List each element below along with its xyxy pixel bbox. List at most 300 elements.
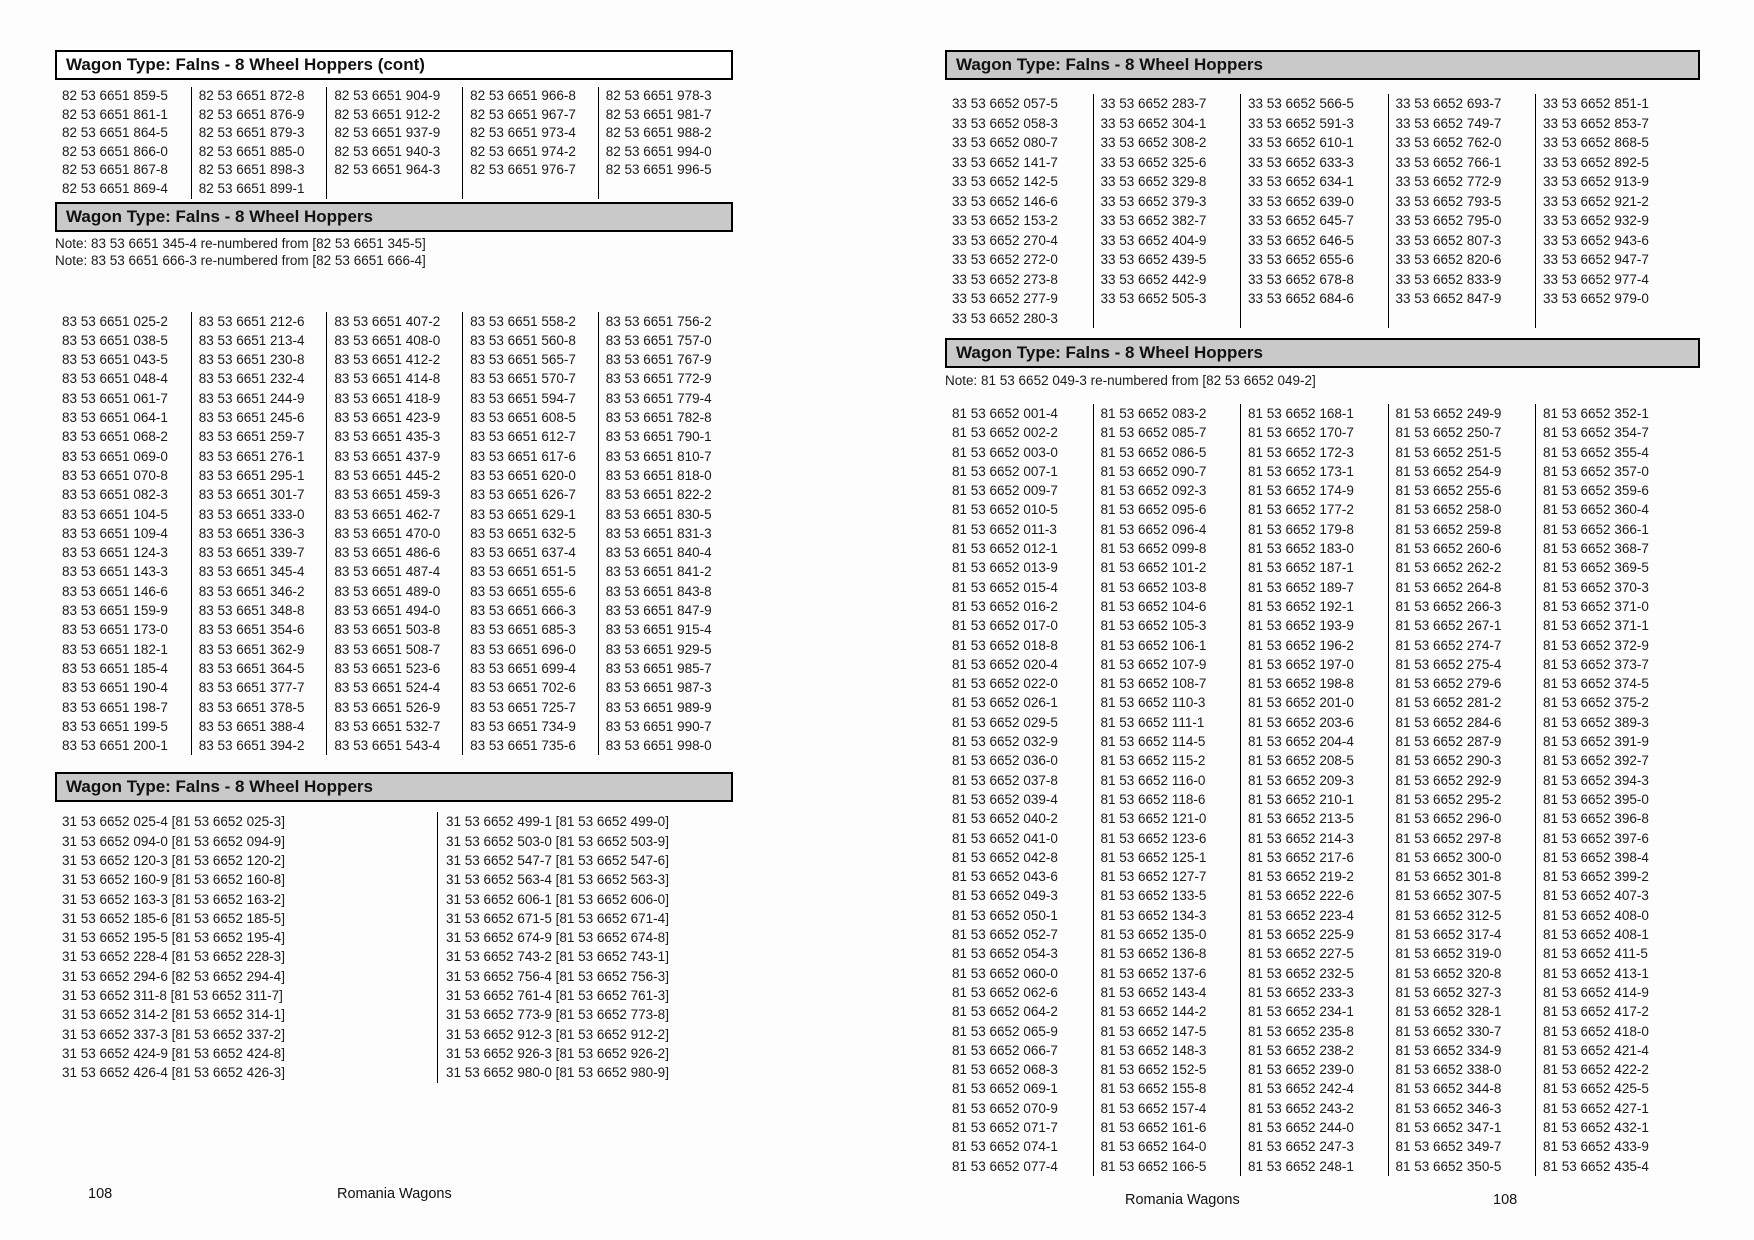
wagon-number: 81 53 6652 219-2	[1248, 869, 1354, 885]
wagon-number: 81 53 6652 115-2	[1100, 753, 1206, 769]
wagon-number: 81 53 6652 064-2	[952, 1004, 1058, 1020]
number-column	[326, 87, 462, 199]
wagon-number: 81 53 6652 114-5	[1100, 734, 1206, 750]
wagon-number: 81 53 6652 251-5	[1395, 444, 1502, 460]
wagon-number: 81 53 6652 136-8	[1100, 946, 1207, 962]
wagon-number: 82 53 6651 876-9	[198, 106, 305, 122]
wagon-number: 83 53 6651 336-3	[198, 525, 305, 541]
wagon-number: 33 53 6652 645-7	[1248, 213, 1354, 228]
wagon-number: 83 53 6651 437-9	[334, 448, 441, 464]
wagon-number: 31 53 6652 228-4 [81 53 6652 228-3]	[62, 949, 285, 965]
wagon-number: 81 53 6652 096-4	[1100, 521, 1207, 537]
wagon-number: 83 53 6651 699-4	[470, 660, 576, 676]
wagon-number: 81 53 6652 373-7	[1543, 656, 1649, 672]
wagon-number: 83 53 6651 790-1	[605, 429, 712, 445]
wagon-number: 83 53 6651 199-5	[62, 718, 168, 734]
number-column	[1388, 94, 1536, 328]
wagon-number: 81 53 6652 295-2	[1395, 791, 1502, 807]
wagon-number: 81 53 6652 267-1	[1395, 618, 1502, 634]
wagon-number: 81 53 6652 320-8	[1395, 965, 1502, 981]
wagon-number: 83 53 6651 782-8	[605, 410, 712, 426]
wagon-number: 82 53 6651 994-0	[605, 143, 712, 159]
section-header: Wagon Type: Falns - 8 Wheel Hoppers	[945, 338, 1700, 368]
wagon-number: 33 53 6652 793-5	[1395, 193, 1502, 209]
wagon-number: 81 53 6652 157-4	[1100, 1100, 1207, 1116]
wagon-number: 33 53 6652 853-7	[1543, 115, 1649, 131]
wagon-number: 33 53 6652 847-9	[1395, 291, 1502, 306]
wagon-number: 82 53 6651 964-3	[334, 162, 441, 178]
wagon-number: 81 53 6652 366-1	[1543, 521, 1649, 537]
wagon-number: 83 53 6651 526-9	[334, 699, 441, 715]
wagon-number: 81 53 6652 244-0	[1248, 1119, 1354, 1135]
wagon-number: 81 53 6652 425-5	[1543, 1081, 1649, 1097]
wagon-number: 81 53 6652 068-3	[952, 1062, 1058, 1078]
wagon-number: 33 53 6652 442-9	[1100, 271, 1207, 287]
wagon-number: 31 53 6652 160-9 [81 53 6652 160-8]	[62, 872, 285, 888]
wagon-number: 83 53 6651 418-9	[334, 390, 441, 406]
footer-title: Romania Wagons	[1125, 1192, 1240, 1208]
wagon-number: 81 53 6652 249-9	[1395, 406, 1502, 421]
wagon-number: 81 53 6652 002-2	[952, 425, 1058, 441]
wagon-number: 82 53 6651 904-9	[334, 88, 441, 103]
wagon-number: 83 53 6651 388-4	[198, 718, 305, 734]
wagon-number: 83 53 6651 348-8	[198, 603, 305, 619]
wagon-number: 81 53 6652 147-5	[1100, 1023, 1207, 1039]
wagon-number: 81 53 6652 144-2	[1100, 1004, 1207, 1020]
wagon-number: 81 53 6652 417-2	[1543, 1004, 1649, 1020]
wagon-number: 33 53 6652 892-5	[1543, 154, 1649, 170]
wagon-number: 33 53 6652 058-3	[952, 115, 1058, 131]
wagon-number: 81 53 6652 222-6	[1248, 888, 1354, 904]
wagon-number: 81 53 6652 111-1	[1100, 714, 1205, 730]
page-number: 108	[88, 1186, 113, 1202]
wagon-number: 83 53 6651 230-8	[198, 352, 305, 368]
wagon-number: 81 53 6652 074-1	[952, 1139, 1058, 1155]
section-header: Wagon Type: Falns - 8 Wheel Hoppers	[55, 772, 733, 802]
wagon-number: 81 53 6652 011-3	[952, 521, 1057, 537]
wagon-number: 82 53 6651 912-2	[334, 106, 441, 122]
wagon-number: 33 53 6652 610-1	[1248, 135, 1354, 150]
wagon-number: 81 53 6652 350-5	[1395, 1158, 1502, 1174]
wagon-number: 81 53 6652 066-7	[952, 1042, 1058, 1058]
wagon-number: 83 53 6651 143-3	[62, 564, 168, 580]
wagon-type-section	[55, 202, 877, 756]
wagon-number: 82 53 6651 966-8	[470, 88, 576, 103]
wagon-number: 81 53 6652 197-0	[1248, 656, 1354, 672]
wagon-number: 81 53 6652 164-0	[1100, 1139, 1207, 1155]
right-page	[877, 0, 1754, 1240]
wagon-number: 33 53 6652 762-0	[1395, 135, 1502, 150]
wagon-number: 33 53 6652 142-5	[952, 174, 1058, 189]
wagon-number: 81 53 6652 397-6	[1543, 830, 1649, 846]
wagon-number: 82 53 6651 899-1	[198, 180, 305, 196]
wagon-number: 83 53 6651 043-5	[62, 352, 168, 368]
wagon-number: 81 53 6652 408-1	[1543, 927, 1649, 943]
wagon-number: 81 53 6652 070-9	[952, 1100, 1058, 1116]
wagon-number: 81 53 6652 234-1	[1248, 1004, 1354, 1020]
wagon-number: 81 53 6652 152-5	[1100, 1062, 1207, 1078]
wagon-number: 81 53 6652 239-0	[1248, 1062, 1354, 1078]
wagon-number: 81 53 6652 408-0	[1543, 907, 1649, 923]
wagon-number: 81 53 6652 281-2	[1395, 695, 1502, 711]
wagon-number: 82 53 6651 864-5	[62, 125, 168, 141]
wagon-number: 83 53 6651 847-9	[605, 603, 712, 619]
wagon-number: 81 53 6652 127-7	[1100, 869, 1207, 885]
wagon-number: 31 53 6652 337-3 [81 53 6652 337-2]	[62, 1026, 285, 1042]
wagon-number: 81 53 6652 003-0	[952, 444, 1058, 460]
wagon-number: 83 53 6651 666-3	[470, 603, 576, 619]
wagon-number: 81 53 6652 250-7	[1395, 425, 1502, 441]
wagon-number: 81 53 6652 372-9	[1543, 637, 1649, 653]
wagon-number: 33 53 6652 943-6	[1543, 232, 1649, 248]
wagon-number: 31 53 6652 185-6 [81 53 6652 185-5]	[62, 910, 285, 926]
wagon-number: 83 53 6651 276-1	[198, 448, 305, 464]
wagon-number: 81 53 6652 248-1	[1248, 1158, 1354, 1174]
wagon-number: 81 53 6652 432-1	[1543, 1119, 1649, 1135]
wagon-number: 33 53 6652 693-7	[1395, 96, 1502, 111]
wagon-number: 81 53 6652 208-5	[1248, 753, 1354, 769]
wagon-number: 81 53 6652 179-8	[1248, 521, 1354, 537]
wagon-number: 81 53 6652 110-3	[1100, 695, 1206, 711]
wagon-number: 83 53 6651 734-9	[470, 718, 576, 734]
wagon-number: 81 53 6652 062-6	[952, 984, 1058, 1000]
wagon-number: 33 53 6652 591-3	[1248, 115, 1354, 131]
wagon-number: 81 53 6652 015-4	[952, 579, 1058, 595]
wagon-number: 31 53 6652 025-4 [81 53 6652 025-3]	[62, 814, 285, 830]
wagon-number: 81 53 6652 334-9	[1395, 1042, 1502, 1058]
wagon-number: 81 53 6652 242-4	[1248, 1081, 1354, 1097]
wagon-number: 81 53 6652 317-4	[1395, 927, 1502, 943]
wagon-number: 83 53 6651 124-3	[62, 545, 168, 561]
wagon-number: 81 53 6652 354-7	[1543, 425, 1649, 441]
number-column	[437, 812, 737, 1082]
wagon-number: 33 53 6652 080-7	[952, 135, 1058, 150]
wagon-number: 81 53 6652 338-0	[1395, 1062, 1502, 1078]
wagon-number: 81 53 6652 020-4	[952, 656, 1058, 672]
wagon-number: 33 53 6652 639-0	[1248, 193, 1354, 209]
wagon-number: 81 53 6652 101-2	[1100, 560, 1207, 576]
wagon-number: 82 53 6651 859-5	[62, 88, 168, 103]
wagon-number: 83 53 6651 617-6	[470, 448, 576, 464]
wagon-number: 83 53 6651 470-0	[334, 525, 441, 541]
wagon-number: 83 53 6651 757-0	[605, 332, 712, 348]
wagon-number: 81 53 6652 040-2	[952, 811, 1058, 827]
wagon-number: 81 53 6652 065-9	[952, 1023, 1058, 1039]
number-column	[598, 312, 734, 756]
wagon-number: 81 53 6652 135-0	[1100, 927, 1207, 943]
wagon-number: 33 53 6652 329-8	[1100, 174, 1207, 189]
wagon-number: 81 53 6652 085-7	[1100, 425, 1207, 441]
wagon-number: 83 53 6651 565-7	[470, 352, 576, 368]
wagon-number: 81 53 6652 266-3	[1395, 598, 1502, 614]
wagon-number: 81 53 6652 166-5	[1100, 1158, 1207, 1174]
wagon-number: 31 53 6652 294-6 [82 53 6652 294-4]	[62, 968, 285, 984]
wagon-number: 33 53 6652 379-3	[1100, 193, 1207, 209]
wagon-number: 83 53 6651 487-4	[334, 564, 441, 580]
wagon-number: 83 53 6651 841-2	[605, 564, 712, 580]
wagon-number: 81 53 6652 411-5	[1543, 946, 1648, 962]
renumber-note: Note: 81 53 6652 049-3 re-numbered from [82 53 6652 049-2]	[945, 373, 1316, 388]
wagon-number: 81 53 6652 173-1	[1248, 463, 1354, 479]
wagon-number: 81 53 6652 009-7	[952, 483, 1058, 499]
wagon-number: 81 53 6652 352-1	[1543, 406, 1649, 421]
wagon-number: 81 53 6652 297-8	[1395, 830, 1502, 846]
wagon-number: 83 53 6651 435-3	[334, 429, 441, 445]
wagon-number-table	[945, 404, 1754, 1176]
wagon-number: 81 53 6652 275-4	[1395, 656, 1502, 672]
number-column	[1240, 94, 1388, 328]
wagon-number: 83 53 6651 173-0	[62, 622, 168, 638]
wagon-number: 83 53 6651 301-7	[198, 487, 305, 503]
wagon-number: 81 53 6652 013-9	[952, 560, 1058, 576]
wagon-number: 81 53 6652 330-7	[1395, 1023, 1502, 1039]
notes-block	[55, 235, 877, 269]
wagon-number: 83 53 6651 339-7	[198, 545, 305, 561]
wagon-number: 81 53 6652 018-8	[952, 637, 1058, 653]
wagon-number: 31 53 6652 743-2 [81 53 6652 743-1]	[446, 949, 669, 965]
wagon-number: 83 53 6651 702-6	[470, 680, 576, 696]
wagon-number: 31 53 6652 606-1 [81 53 6652 606-0]	[446, 891, 669, 907]
wagon-number: 83 53 6651 259-7	[198, 429, 305, 445]
wagon-number: 83 53 6651 459-3	[334, 487, 441, 503]
wagon-number: 33 53 6652 633-3	[1248, 154, 1354, 170]
number-column	[1240, 404, 1388, 1176]
wagon-number: 31 53 6652 563-4 [81 53 6652 563-3]	[446, 872, 669, 888]
wagon-number: 83 53 6651 346-2	[198, 583, 305, 599]
wagon-number: 83 53 6651 377-7	[198, 680, 305, 696]
wagon-number: 83 53 6651 632-5	[470, 525, 576, 541]
wagon-number: 82 53 6651 996-5	[605, 162, 712, 178]
wagon-number: 81 53 6652 349-7	[1395, 1139, 1502, 1155]
wagon-number: 83 53 6651 394-2	[198, 738, 305, 754]
wagon-number: 83 53 6651 407-2	[334, 313, 441, 329]
number-column	[945, 94, 1093, 328]
wagon-number: 83 53 6651 985-7	[605, 660, 712, 676]
wagon-number: 83 53 6651 608-5	[470, 410, 576, 426]
wagon-number: 33 53 6652 921-2	[1543, 193, 1649, 209]
number-column	[1388, 404, 1536, 1176]
wagon-number: 33 53 6652 153-2	[952, 213, 1058, 228]
wagon-number: 33 53 6652 505-3	[1100, 291, 1207, 306]
wagon-number: 83 53 6651 068-2	[62, 429, 168, 445]
wagon-number: 82 53 6651 976-7	[470, 162, 576, 178]
wagon-number: 83 53 6651 354-6	[198, 622, 305, 638]
wagon-number: 81 53 6652 105-3	[1100, 618, 1207, 634]
right-page-content	[877, 0, 1754, 1176]
wagon-number: 31 53 6652 426-4 [81 53 6652 426-3]	[62, 1065, 285, 1081]
wagon-number: 81 53 6652 371-1	[1543, 618, 1649, 634]
wagon-number: 31 53 6652 761-4 [81 53 6652 761-3]	[446, 988, 669, 1004]
wagon-number: 83 53 6651 840-4	[605, 545, 712, 561]
wagon-number: 33 53 6652 280-3	[952, 310, 1058, 326]
wagon-number: 83 53 6651 626-7	[470, 487, 576, 503]
wagon-number: 83 53 6651 915-4	[605, 622, 712, 638]
wagon-number: 82 53 6651 872-8	[198, 88, 305, 103]
wagon-number: 81 53 6652 227-5	[1248, 946, 1354, 962]
wagon-number: 81 53 6652 168-1	[1248, 406, 1354, 421]
wagon-number: 83 53 6651 333-0	[198, 506, 305, 522]
wagon-number: 83 53 6651 185-4	[62, 660, 168, 676]
wagon-number: 81 53 6652 189-7	[1248, 579, 1354, 595]
wagon-number: 81 53 6652 037-8	[952, 772, 1058, 788]
wagon-number: 83 53 6651 038-5	[62, 332, 168, 348]
wagon-number: 81 53 6652 301-8	[1395, 869, 1502, 885]
wagon-number: 83 53 6651 070-8	[62, 467, 168, 483]
wagon-number: 83 53 6651 200-1	[62, 738, 168, 754]
wagon-number: 81 53 6652 319-0	[1395, 946, 1502, 962]
wagon-number: 83 53 6651 212-6	[198, 313, 305, 329]
wagon-number: 83 53 6651 735-6	[470, 738, 576, 754]
wagon-number: 31 53 6652 926-3 [81 53 6652 926-2]	[446, 1045, 669, 1061]
wagon-number: 81 53 6652 039-4	[952, 791, 1058, 807]
wagon-number: 81 53 6652 118-6	[1100, 791, 1206, 807]
wagon-number: 31 53 6652 547-7 [81 53 6652 547-6]	[446, 852, 669, 868]
wagon-number: 81 53 6652 259-8	[1395, 521, 1502, 537]
wagon-number: 33 53 6652 807-3	[1395, 232, 1502, 248]
wagon-number: 83 53 6651 560-8	[470, 332, 576, 348]
wagon-number: 81 53 6652 300-0	[1395, 849, 1502, 865]
wagon-number: 81 53 6652 394-3	[1543, 772, 1649, 788]
wagon-number: 83 53 6651 990-7	[605, 718, 712, 734]
wagon-number: 31 53 6652 195-5 [81 53 6652 195-4]	[62, 930, 285, 946]
wagon-number: 83 53 6651 486-6	[334, 545, 441, 561]
wagon-number: 83 53 6651 998-0	[605, 738, 712, 754]
wagon-number: 81 53 6652 214-3	[1248, 830, 1354, 846]
wagon-number: 81 53 6652 050-1	[952, 907, 1058, 923]
wagon-number: 83 53 6651 378-5	[198, 699, 305, 715]
number-column	[598, 87, 734, 199]
wagon-number: 81 53 6652 371-0	[1543, 598, 1649, 614]
wagon-number: 33 53 6652 439-5	[1100, 252, 1207, 267]
wagon-number: 33 53 6652 283-7	[1100, 96, 1207, 111]
wagon-number: 82 53 6651 866-0	[62, 143, 168, 159]
number-column	[945, 404, 1093, 1176]
wagon-number: 82 53 6651 869-4	[62, 180, 168, 196]
page-number: 108	[1493, 1192, 1518, 1208]
wagon-number: 83 53 6651 831-3	[605, 525, 712, 541]
wagon-number: 81 53 6652 413-1	[1543, 965, 1649, 981]
wagon-number: 81 53 6652 264-8	[1395, 579, 1502, 595]
wagon-number: 81 53 6652 396-8	[1543, 811, 1649, 827]
wagon-number: 31 53 6652 503-0 [81 53 6652 503-9]	[446, 833, 669, 849]
wagon-number: 83 53 6651 629-1	[470, 506, 576, 522]
wagon-number: 33 53 6652 795-0	[1395, 213, 1502, 228]
wagon-number: 82 53 6651 981-7	[605, 106, 712, 122]
wagon-number: 81 53 6652 155-8	[1100, 1081, 1207, 1097]
wagon-number: 83 53 6651 462-7	[334, 506, 441, 522]
wagon-number-table	[55, 812, 877, 1082]
wagon-number: 81 53 6652 016-2	[952, 598, 1058, 614]
wagon-number: 81 53 6652 414-9	[1543, 984, 1649, 1000]
wagon-number: 83 53 6651 772-9	[605, 371, 712, 387]
wagon-number: 81 53 6652 407-3	[1543, 888, 1649, 904]
wagon-number: 81 53 6652 107-9	[1100, 656, 1207, 672]
wagon-number: 82 53 6651 940-3	[334, 143, 441, 159]
wagon-number: 81 53 6652 223-4	[1248, 907, 1354, 923]
wagon-number-table	[55, 87, 877, 199]
wagon-type-section-paired	[55, 772, 877, 1082]
wagon-number: 81 53 6652 137-6	[1100, 965, 1207, 981]
wagon-number: 81 53 6652 116-0	[1100, 772, 1206, 788]
wagon-number: 81 53 6652 123-6	[1100, 830, 1207, 846]
wagon-number: 83 53 6651 061-7	[62, 390, 168, 406]
wagon-number: 81 53 6652 203-6	[1248, 714, 1354, 730]
wagon-number: 31 53 6652 674-9 [81 53 6652 674-8]	[446, 930, 669, 946]
wagon-number: 83 53 6651 064-1	[62, 410, 168, 426]
wagon-type-section	[945, 50, 1754, 328]
wagon-number: 31 53 6652 773-9 [81 53 6652 773-8]	[446, 1007, 669, 1023]
wagon-number: 83 53 6651 523-6	[334, 660, 441, 676]
wagon-number: 82 53 6651 861-1	[62, 106, 168, 122]
wagon-number: 81 53 6652 374-5	[1543, 676, 1649, 692]
wagon-number: 31 53 6652 163-3 [81 53 6652 163-2]	[62, 891, 285, 907]
wagon-number: 83 53 6651 244-9	[198, 390, 305, 406]
wagon-number: 83 53 6651 412-2	[334, 352, 441, 368]
wagon-number: 33 53 6652 655-6	[1248, 252, 1354, 267]
wagon-number: 83 53 6651 810-7	[605, 448, 712, 464]
wagon-number: 81 53 6652 022-0	[952, 676, 1058, 692]
wagon-number: 83 53 6651 364-5	[198, 660, 305, 676]
wagon-number: 33 53 6652 977-4	[1543, 271, 1649, 287]
wagon-number: 81 53 6652 422-2	[1543, 1062, 1649, 1078]
wagon-number: 81 53 6652 121-0	[1100, 811, 1207, 827]
wagon-number: 81 53 6652 290-3	[1395, 753, 1502, 769]
wagon-number: 33 53 6652 868-5	[1543, 135, 1649, 150]
wagon-number: 83 53 6651 725-7	[470, 699, 576, 715]
wagon-number: 81 53 6652 359-6	[1543, 483, 1649, 499]
wagon-number: 81 53 6652 260-6	[1395, 541, 1502, 557]
wagon-number: 33 53 6652 304-1	[1100, 115, 1207, 131]
wagon-number: 81 53 6652 369-5	[1543, 560, 1649, 576]
wagon-number: 33 53 6652 678-8	[1248, 271, 1354, 287]
wagon-number: 33 53 6652 146-6	[952, 193, 1058, 209]
wagon-number: 81 53 6652 210-1	[1248, 791, 1354, 807]
wagon-number: 82 53 6651 978-3	[605, 88, 712, 103]
wagon-number: 81 53 6652 418-0	[1543, 1023, 1649, 1039]
wagon-number: 33 53 6652 772-9	[1395, 174, 1502, 189]
wagon-number: 83 53 6651 612-7	[470, 429, 576, 445]
wagon-number: 81 53 6652 375-2	[1543, 695, 1649, 711]
number-column	[55, 812, 437, 1082]
wagon-number: 33 53 6652 820-6	[1395, 252, 1502, 267]
wagon-number: 31 53 6652 912-3 [81 53 6652 912-2]	[446, 1026, 669, 1042]
wagon-number: 31 53 6652 499-1 [81 53 6652 499-0]	[446, 814, 669, 830]
wagon-number: 81 53 6652 391-9	[1543, 734, 1649, 750]
wagon-number: 81 53 6652 213-5	[1248, 811, 1354, 827]
wagon-number: 83 53 6651 570-7	[470, 371, 576, 387]
number-column	[1093, 94, 1241, 328]
wagon-number: 81 53 6652 399-2	[1543, 869, 1649, 885]
wagon-number: 83 53 6651 109-4	[62, 525, 168, 541]
wagon-number: 81 53 6652 204-4	[1248, 734, 1354, 750]
wagon-number: 81 53 6652 095-6	[1100, 502, 1207, 518]
wagon-number: 33 53 6652 057-5	[952, 96, 1058, 111]
wagon-number: 81 53 6652 083-2	[1100, 406, 1207, 421]
wagon-number: 81 53 6652 312-5	[1395, 907, 1502, 923]
section-header: Wagon Type: Falns - 8 Wheel Hoppers	[945, 50, 1700, 80]
wagon-number: 82 53 6651 879-3	[198, 125, 305, 141]
wagon-number: 33 53 6652 979-0	[1543, 291, 1649, 306]
number-column	[326, 312, 462, 756]
wagon-number: 33 53 6652 308-2	[1100, 135, 1207, 150]
wagon-number: 81 53 6652 134-3	[1100, 907, 1207, 923]
wagon-number: 81 53 6652 355-4	[1543, 444, 1649, 460]
wagon-number: 81 53 6652 161-6	[1100, 1119, 1207, 1135]
wagon-number: 83 53 6651 489-0	[334, 583, 441, 599]
wagon-number: 81 53 6652 001-4	[952, 406, 1058, 421]
wagon-number: 81 53 6652 125-1	[1100, 849, 1207, 865]
wagon-number: 83 53 6651 362-9	[198, 641, 305, 657]
